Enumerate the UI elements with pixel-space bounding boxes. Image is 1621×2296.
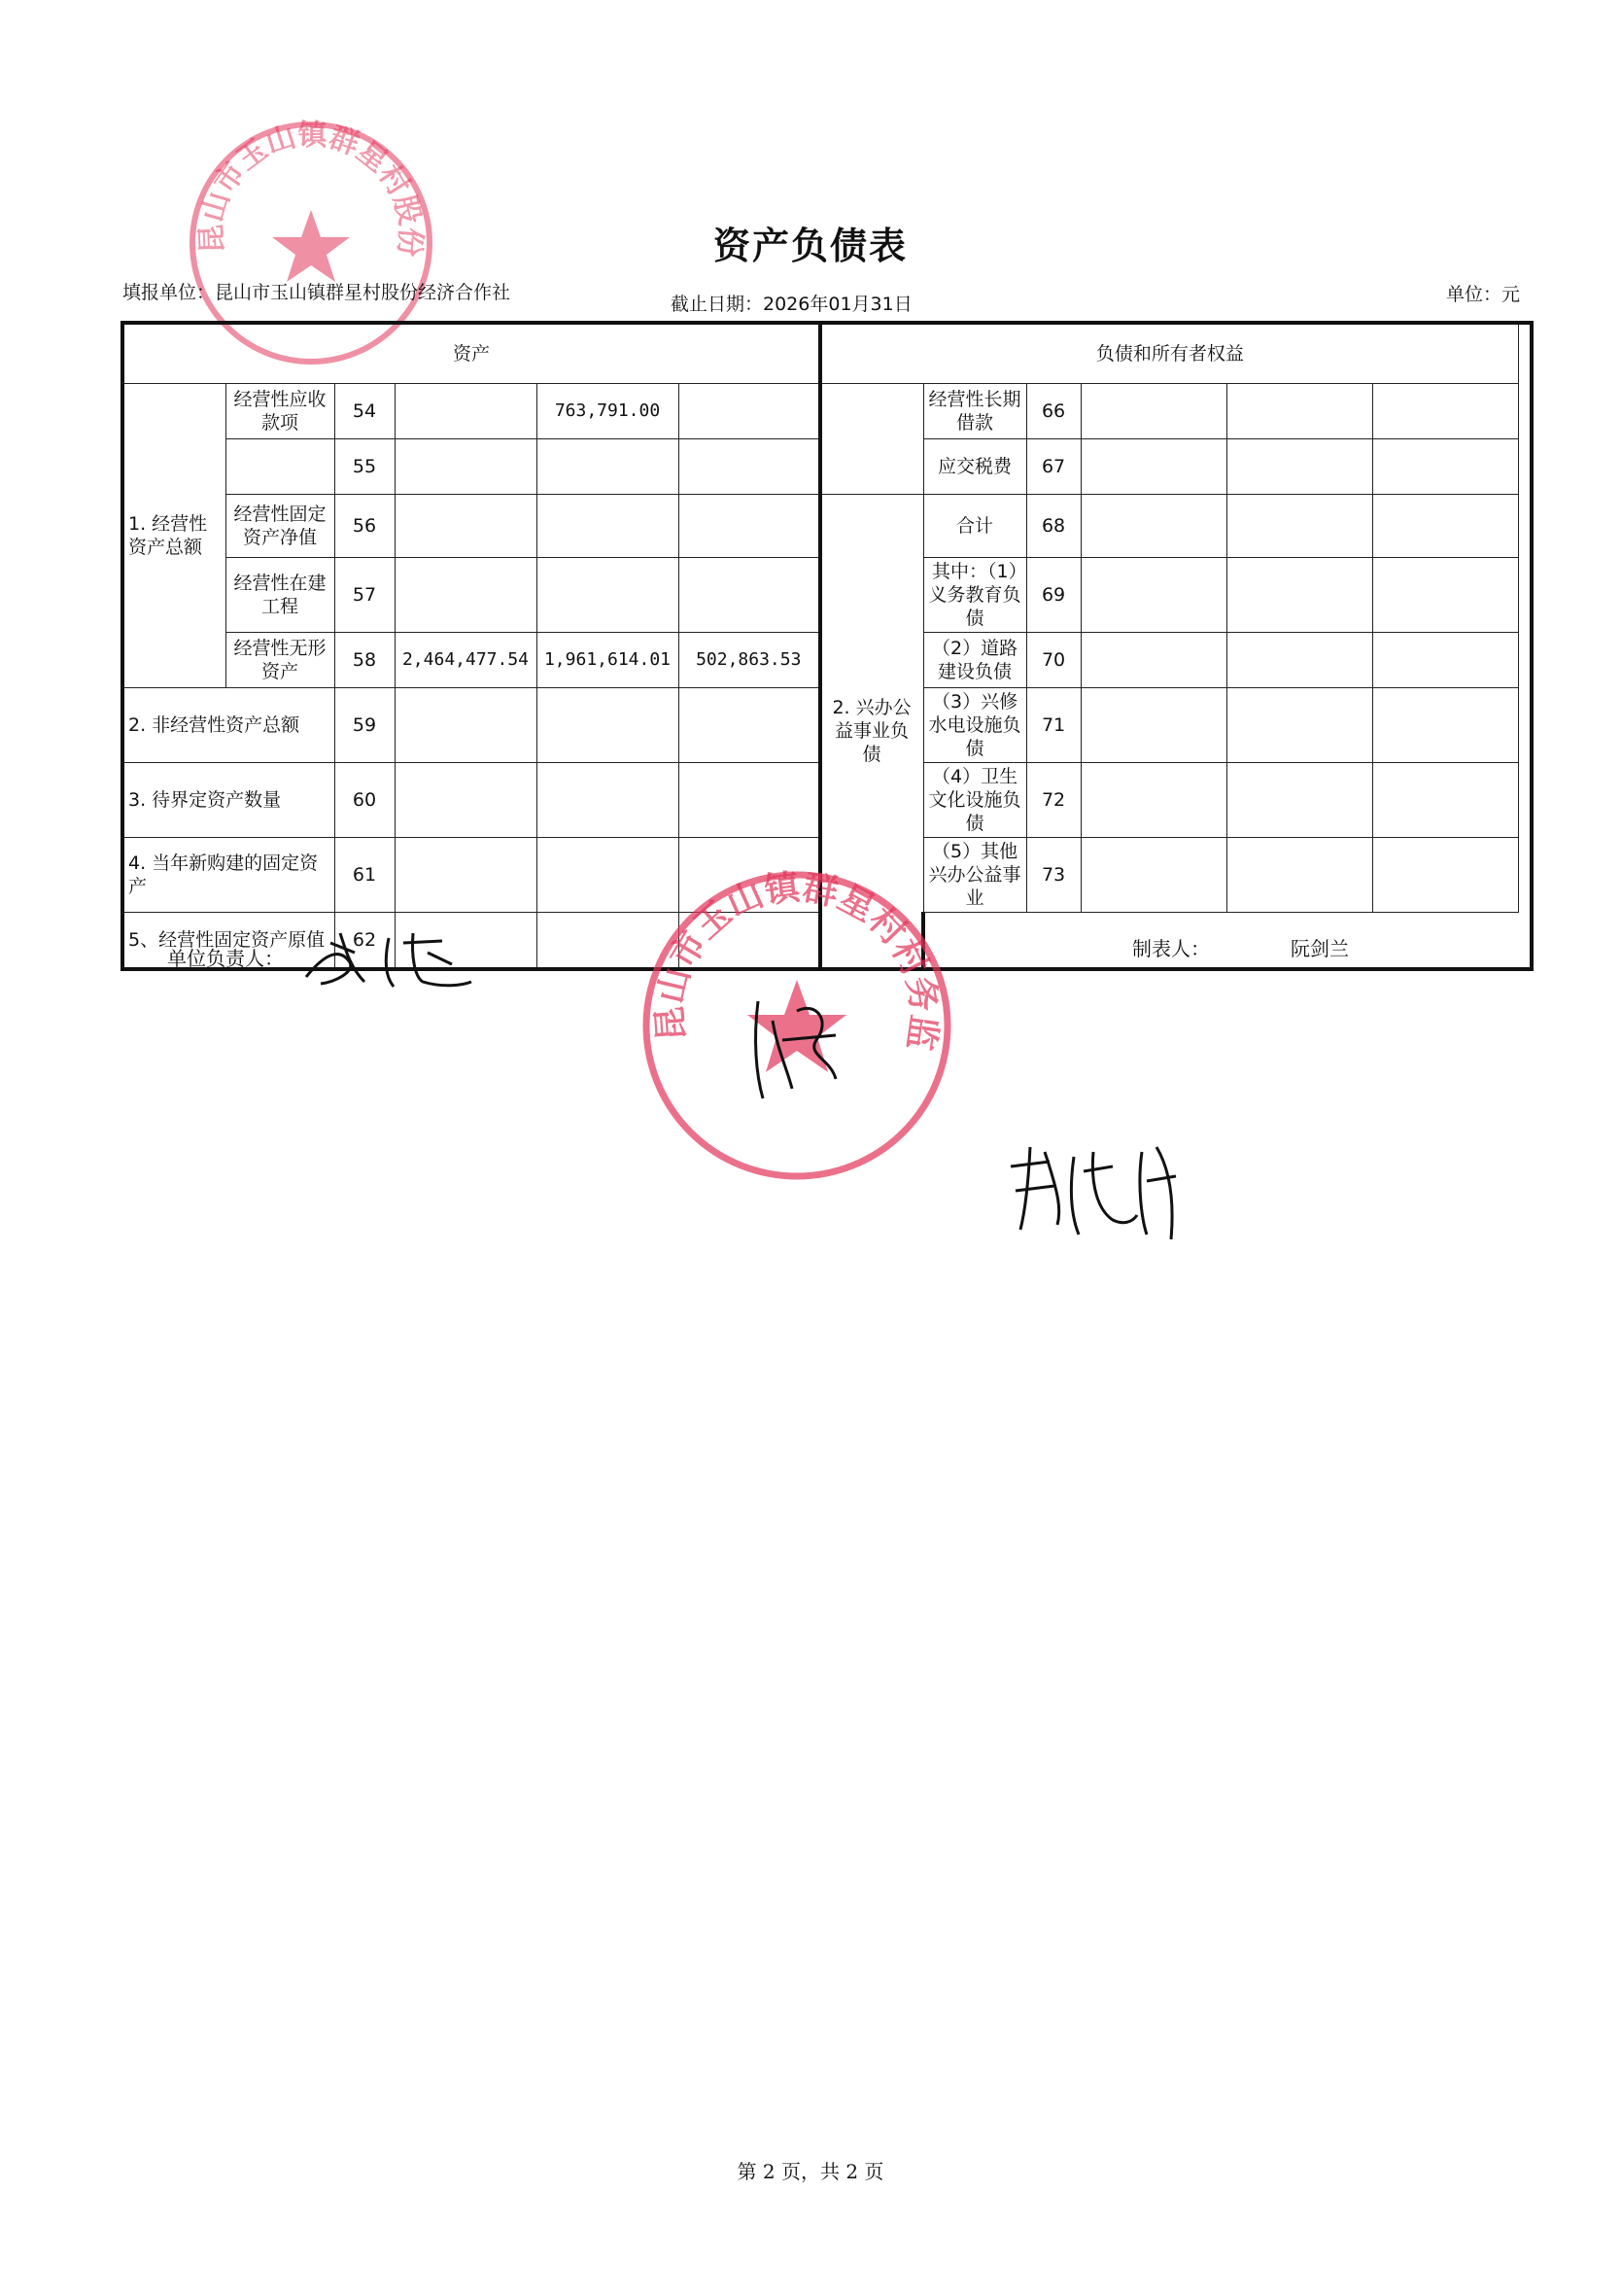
line-no: 57 — [334, 558, 395, 633]
liability-value — [1226, 558, 1372, 633]
page-number: 第 2 页，共 2 页 — [737, 2160, 884, 2183]
asset-label: 经营性固定资产净值 — [225, 495, 334, 558]
liability-value — [1372, 633, 1518, 688]
liability-value — [1081, 439, 1226, 495]
line-no: 58 — [334, 633, 395, 688]
cutoff-date: 截止日期：2026年01月31日 — [671, 294, 913, 315]
asset-value — [536, 495, 678, 558]
liability-label: 经营性长期借款 — [923, 384, 1026, 439]
liability-label: 合计 — [923, 495, 1026, 558]
asset-value — [395, 439, 536, 495]
line-no: 73 — [1026, 838, 1081, 913]
liability-value — [1372, 838, 1518, 913]
preparer-label: 制表人： — [1132, 937, 1210, 960]
asset-row-label: 3. 待界定资产数量 — [122, 763, 334, 838]
asset-value — [536, 688, 678, 763]
liability-label: （4）卫生文化设施负债 — [923, 763, 1026, 838]
asset-value: 2,464,477.54 — [395, 633, 536, 688]
asset-value — [678, 439, 820, 495]
liability-label: （3）兴修水电设施负债 — [923, 688, 1026, 763]
liability-value — [1081, 495, 1226, 558]
liability-label: （5）其他兴办公益事业 — [923, 838, 1026, 913]
line-no: 72 — [1026, 763, 1081, 838]
asset-label: 经营性无形资产 — [225, 633, 334, 688]
liability-value — [1372, 558, 1518, 633]
asset-label: 经营性应收款项 — [225, 384, 334, 439]
asset-value: 1,961,614.01 — [536, 633, 678, 688]
asset-value — [678, 495, 820, 558]
liability-value — [1081, 838, 1226, 913]
leader-signature — [296, 923, 481, 1001]
document-title: 资产负债表 — [712, 225, 908, 267]
liability-value — [1372, 439, 1518, 495]
supervisor-signature — [739, 982, 855, 1108]
assets-header: 资产 — [122, 323, 820, 384]
asset-label: 经营性在建工程 — [225, 558, 334, 633]
reporting-unit: 填报单位：昆山市玉山镇群星村股份经济合作社 — [122, 282, 511, 303]
asset-value — [395, 763, 536, 838]
preparer-name: 阮剑兰 — [1291, 937, 1349, 960]
liability-value — [1226, 439, 1372, 495]
liability-label: （2）道路建设负债 — [923, 633, 1026, 688]
liability-value — [1081, 558, 1226, 633]
line-no: 54 — [334, 384, 395, 439]
liability-value — [1226, 688, 1372, 763]
liability-group-2: 2. 兴办公益事业负债 — [820, 495, 923, 970]
asset-row-label: 2. 非经营性资产总额 — [122, 688, 334, 763]
asset-value — [678, 558, 820, 633]
liability-value — [1372, 688, 1518, 763]
asset-label — [225, 439, 334, 495]
liability-value — [1226, 495, 1372, 558]
seal-text-top: 昆山市玉山镇群星村股份经济合作社 — [170, 90, 428, 259]
asset-value — [395, 384, 536, 439]
line-no: 66 — [1026, 384, 1081, 439]
asset-value — [395, 495, 536, 558]
liabilities-header: 负债和所有者权益 — [820, 323, 1518, 384]
liability-group-empty — [820, 384, 923, 495]
line-no: 60 — [334, 763, 395, 838]
liability-label: 应交税费 — [923, 439, 1026, 495]
line-no: 55 — [334, 439, 395, 495]
liability-value — [1081, 384, 1226, 439]
liability-value — [1372, 763, 1518, 838]
asset-value — [395, 558, 536, 633]
asset-value — [536, 763, 678, 838]
liability-value — [1226, 838, 1372, 913]
asset-row-label: 5、经营性固定资产原值 — [122, 913, 334, 970]
currency-unit: 单位：元 — [1446, 284, 1521, 305]
liability-value — [1081, 633, 1226, 688]
liability-value — [1226, 384, 1372, 439]
asset-value — [536, 558, 678, 633]
asset-value — [536, 439, 678, 495]
liability-value — [1226, 763, 1372, 838]
liability-value — [1081, 688, 1226, 763]
asset-group-1: 1. 经营性资产总额 — [122, 384, 225, 688]
asset-row-label: 4. 当年新购建的固定资产 — [122, 838, 334, 913]
asset-value — [678, 384, 820, 439]
line-no: 62 — [334, 913, 395, 970]
asset-value: 763,791.00 — [536, 384, 678, 439]
asset-value — [395, 688, 536, 763]
asset-value — [395, 838, 536, 913]
unit-leader-label: 单位负责人： — [167, 947, 284, 970]
line-no: 67 — [1026, 439, 1081, 495]
liability-value — [1081, 763, 1226, 838]
asset-value: 502,863.53 — [678, 633, 820, 688]
liability-value — [1372, 384, 1518, 439]
liability-value — [1372, 495, 1518, 558]
line-no: 68 — [1026, 495, 1081, 558]
line-no: 71 — [1026, 688, 1081, 763]
liability-value — [1226, 633, 1372, 688]
asset-value — [678, 688, 820, 763]
line-no: 69 — [1026, 558, 1081, 633]
seal-text-bottom: 昆山市玉山镇群星村村务监督委员会 — [618, 834, 945, 1054]
line-no: 61 — [334, 838, 395, 913]
liability-label: 其中：（1）义务教育负债 — [923, 558, 1026, 633]
preparer-signature — [1001, 1137, 1186, 1244]
line-no: 56 — [334, 495, 395, 558]
liability-blank — [923, 913, 1532, 970]
line-no: 59 — [334, 688, 395, 763]
asset-value — [678, 763, 820, 838]
line-no: 70 — [1026, 633, 1081, 688]
